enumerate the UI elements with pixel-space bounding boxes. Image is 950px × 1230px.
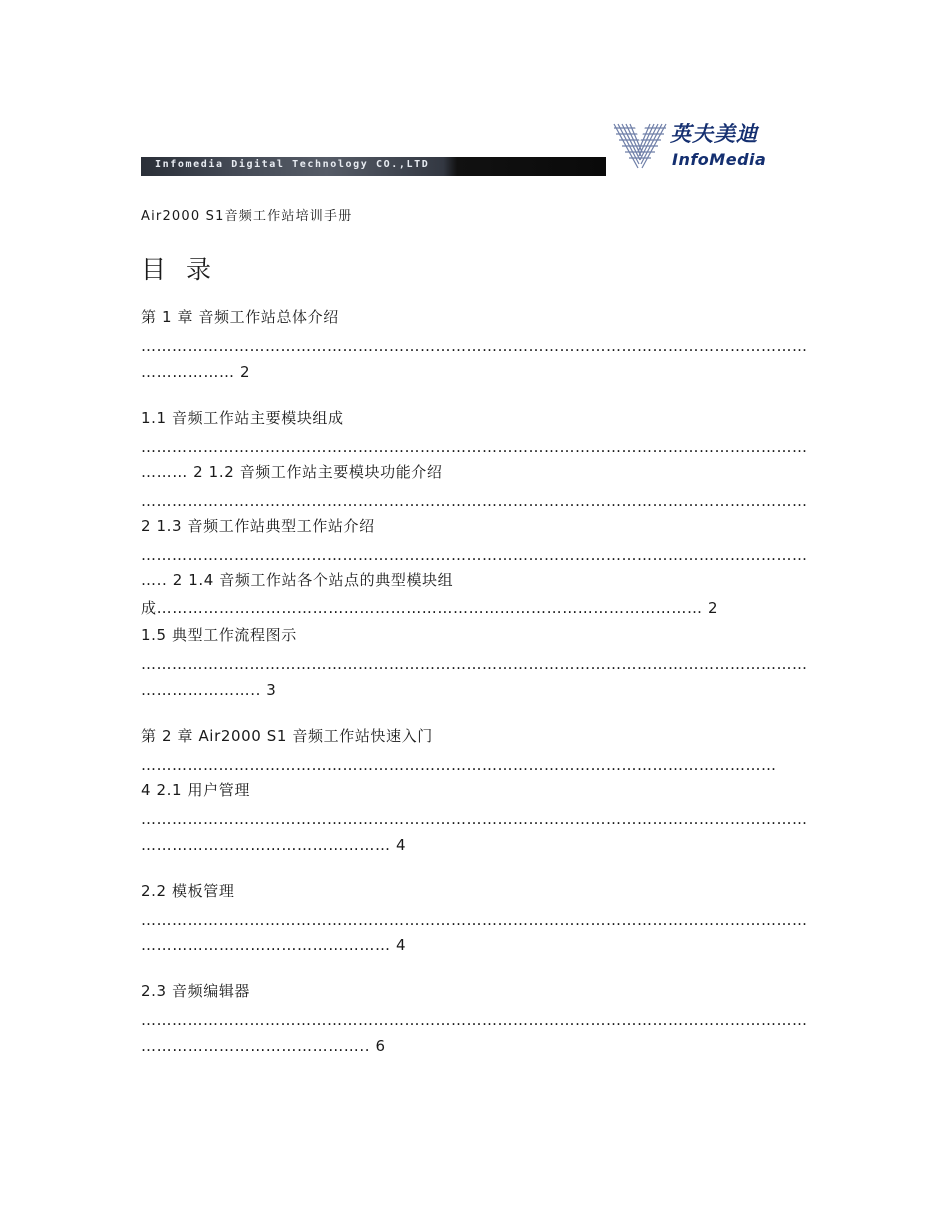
toc-entry-ch1-title[interactable]: 第 1 章 音频工作站总体介绍 xyxy=(141,308,339,326)
document-subtitle: Air2000 S1音频工作站培训手册 xyxy=(141,209,353,224)
toc-entry-1-2-title[interactable]: ……… 2 1.2 音频工作站主要模块功能介绍 xyxy=(141,463,443,481)
toc-leader-dots: ………………………………………………………………………………………………………………… xyxy=(141,546,808,564)
toc-leader-dots: ………………………………………………………………………………………………………………… xyxy=(141,492,808,510)
toc-leader-dots: ………………………………………………………………………………………………………………… xyxy=(141,438,808,456)
toc-entry-2-3-page[interactable]: …………………………………….. 6 xyxy=(141,1037,386,1055)
toc-leader-dots: ………………………………………………………………………………………………………………… xyxy=(141,655,808,673)
toc-entry-1-3-title[interactable]: 2 1.3 音频工作站典型工作站介绍 xyxy=(141,517,375,535)
v-logo-icon xyxy=(612,120,668,172)
toc-entry-2-3-title[interactable]: 2.3 音频编辑器 xyxy=(141,982,251,1000)
toc-entry-2-1-page[interactable]: ………………………………………… 4 xyxy=(141,836,407,854)
toc-leader-dots: ………………………………………………………………………………………………………………… xyxy=(141,1011,808,1029)
toc-entry-ch1-page[interactable]: ……………… 2 xyxy=(141,363,251,381)
toc-leader-dots: ………………………………………………………………………………………………………………… xyxy=(141,810,808,828)
logo-chinese-name: 英夫美迪 xyxy=(670,122,758,146)
toc-entry-1-4-title[interactable]: ….. 2 1.4 音频工作站各个站点的典型模块组 xyxy=(141,571,454,589)
header-banner xyxy=(141,157,606,176)
toc-leader-dots: ………………………………………………………………………………………………………………… xyxy=(141,337,808,355)
toc-heading: 目 录 xyxy=(141,255,217,284)
toc-entry-ch2-title[interactable]: 第 2 章 Air2000 S1 音频工作站快速入门 xyxy=(141,727,433,745)
toc-leader-dots: …………………………………………………………………………………………………………… xyxy=(141,756,777,774)
toc-leader-dots: ………………………………………………………………………………………………………………… xyxy=(141,911,808,929)
company-logo xyxy=(612,118,792,174)
toc-entry-2-1-title[interactable]: 4 2.1 用户管理 xyxy=(141,781,250,799)
toc-entry-1-5-title[interactable]: 1.5 典型工作流程图示 xyxy=(141,626,297,644)
toc-entry-1-5-page[interactable]: ………………….. 3 xyxy=(141,681,277,699)
toc-entry-2-2-page[interactable]: ………………………………………… 4 xyxy=(141,936,407,954)
company-name-banner: Infomedia Digital Technology CO.,LTD xyxy=(155,159,430,170)
toc-entry-1-4-page[interactable]: 成…………………………………………………………………………………………… 2 xyxy=(141,599,719,617)
logo-english-name: InfoMedia xyxy=(672,150,767,169)
toc-entry-2-2-title[interactable]: 2.2 模板管理 xyxy=(141,882,235,900)
toc-entry-1-1-title[interactable]: 1.1 音频工作站主要模块组成 xyxy=(141,409,344,427)
